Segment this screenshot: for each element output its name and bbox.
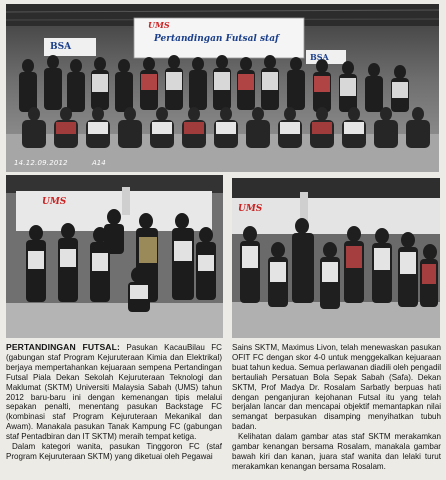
article-paragraph-3: Sains SKTM, Maximus Livon, telah menewaskan pasukan OFIT FC dengan skor 4-0 untuk menggekalkan kejuaraan buat tahun kedua. Semua perlawanan diadili oleh pengadil bertauliah Persatuan Bola Sepak Sabah (Safa). Dekan SKTM, Prof Madya Dr. Rosalam Sarbatly berpuas hati dengan penganjuran kejohanan Futsal itu yang telah berjalan lancar dan mencapai objektif memantapkan nilai semangat berpasukan disamping menyihatkan tubuh badan. — [232, 343, 441, 432]
sponsor-logo-left: BSA — [50, 42, 72, 52]
banner-title: Pertandingan Futsal staf — [154, 34, 279, 44]
women-champions-image — [6, 175, 223, 338]
article-paragraph-1: Pasukan KacauBilau FC (gabungan staf Program Kejuruteraan Kimia dan Elektrikal) berjaya mempertahankan kejuaraan sempena Pertandingan Futsal Piala Dekan Sekolah Kejuruteraan Teknologi dan Maklumat (SKTM) Universiti Malaysia Sabah (UMS) tahun 2012 baru-baru ini dengan kemenangan tipis melalui sepakan penalti, menentang pasukan Backstage FC (kombinasi staf Program Kejuruteraan Mekanikal dan Awam). Manakala pasukan Tanak Kampung FC (gabungan staf Pentadbiran dan IT SKTM) meraih tempat ketiga. — [6, 343, 222, 442]
group-photo-top — [6, 4, 439, 172]
banner-org-logo-br: UMS — [238, 204, 263, 214]
sponsor-logo-right: BSA — [310, 52, 329, 62]
article-column-left — [6, 343, 222, 462]
women-champions-photo — [6, 175, 223, 338]
article-headline: PERTANDINGAN FUTSAL: — [6, 342, 120, 352]
article-column-right — [232, 343, 441, 472]
banner-org-logo: UMS — [148, 20, 170, 30]
article-paragraph-2: Dalam kategori wanita, pasukan Tinggoron FC (staf Program Kejuruteraan SKTM) yang diketuai oleh Pegawai — [6, 442, 222, 461]
photo-date-stamp: 14.12.09.2012 — [14, 159, 68, 167]
men-champions-photo — [232, 178, 440, 338]
men-champions-image — [232, 178, 440, 338]
photo-code: A14 — [92, 159, 106, 167]
banner-org-logo-bl: UMS — [42, 197, 67, 207]
article-paragraph-4: Kelihatan dalam gambar atas staf SKTM merakamkan gambar kenangan bersama Rosalam, manakala gambar bawah kiri dan kanan, juara staf wanita dan lelaki turut merakamkan kenangan bersama Rosalam. — [232, 432, 441, 471]
group-photo-image — [6, 4, 439, 172]
